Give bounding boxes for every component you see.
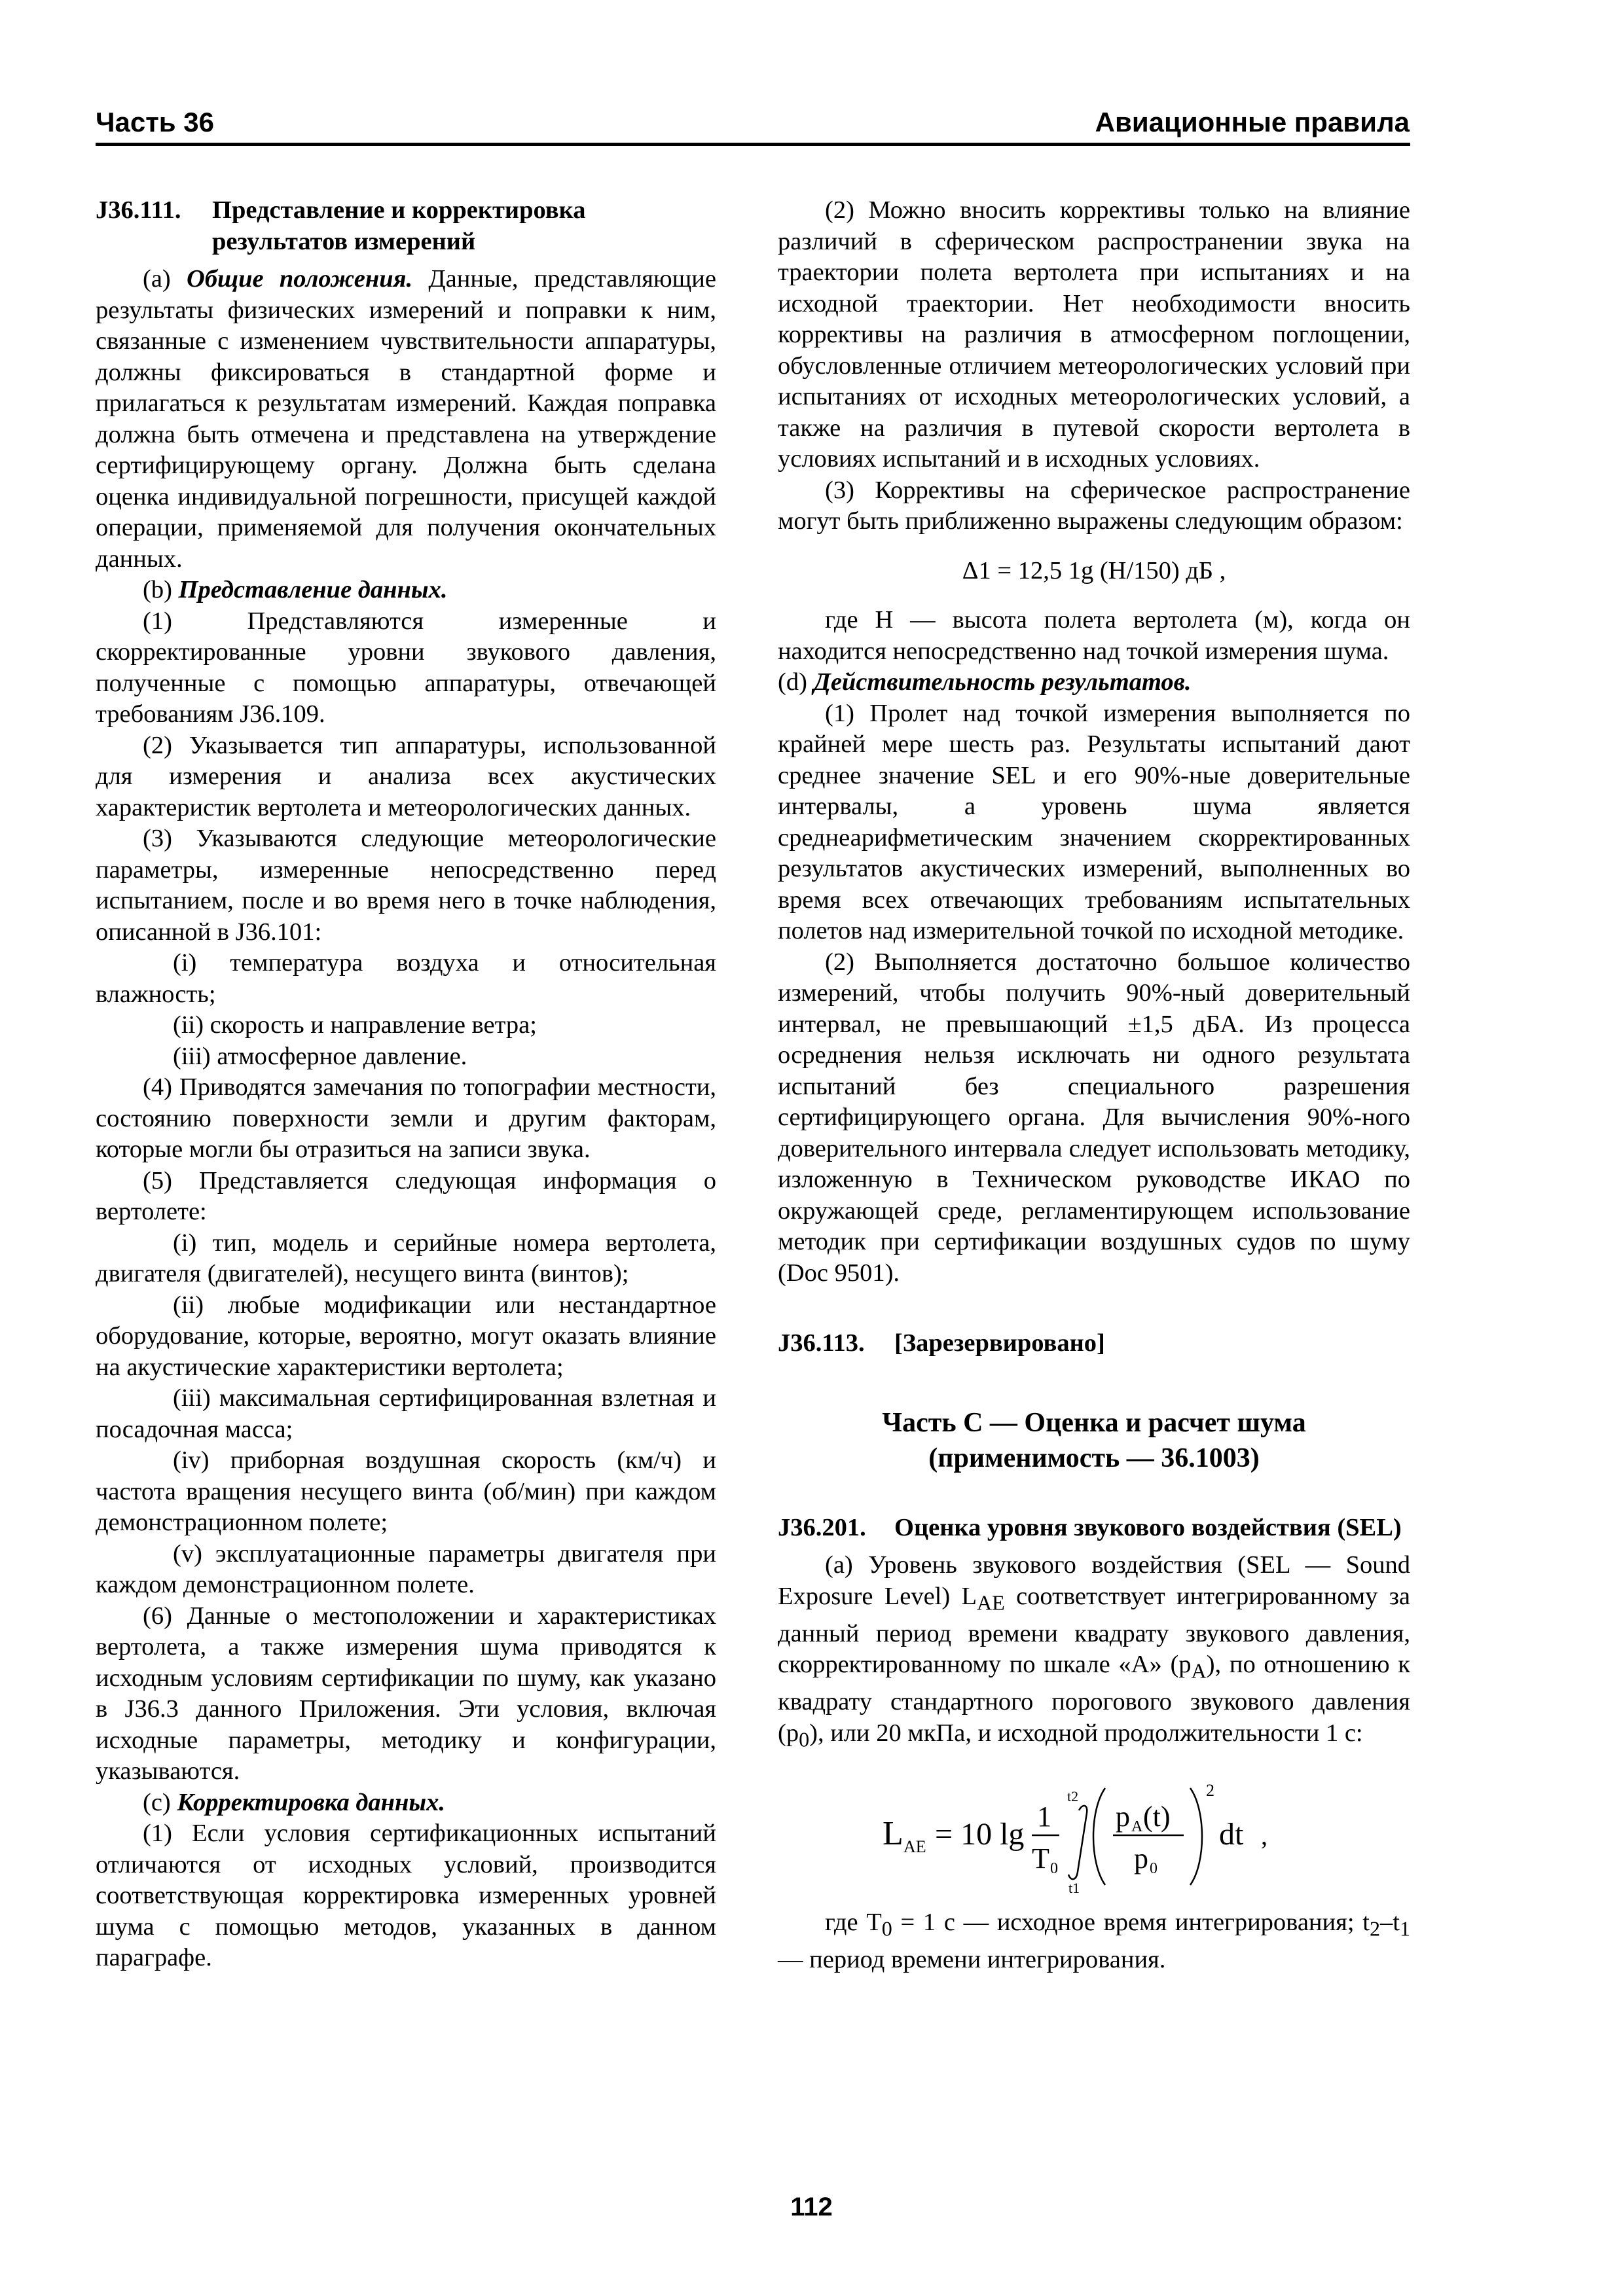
list-item-b5-v: (v) эксплуатационные параметры двигателя при каждом демонстрационном полете. [96,1539,716,1598]
paragraph-sel-where [778,1907,1410,1976]
list-item-b5-iv: (iv) приборная воздушная скорость (км/ч) и частота вращения несущего винта (об/мин) при каждом демонстрационном полете; [96,1446,716,1536]
paragraph-heading: Представление данных. [178,576,448,603]
section-j36-113-heading [778,1328,1410,1359]
paragraph-heading: Корректировка данных. [177,1788,446,1816]
formula-L-sub: AE [903,1837,926,1857]
header-rule [96,143,1410,146]
paragraph-d2: (2) Выполняется достаточно большое количество измерений, чтобы получить 90%-ный доверительный интервал, не превышающий ±1,5 дБА. Из процесса осреднения нельзя исключать ни одного результата испытаний без специального разрешения сертифицирующего органа. Для вычисления 90%-ного доверительного интервала следует использовать методику, изложенную в Техническом руководстве ИКАО по окружающей среде, регламентирующем использование методик при сертификации воздушных судов по шуму (Doc 9501). [778,948,1410,1287]
paragraph-b1: (1) Представляются измеренные и скорректированные уровни звукового давления, полученные с помощью аппаратуры, отвечающей требованиям J36.109. [96,607,716,728]
text-run: ), или 20 мкПа, и исходной продолжительности 1 с: [809,1719,1363,1747]
header-rules-title: Авиационные правила [1095,107,1410,137]
integral-sign [1068,1806,1087,1879]
paragraph-c3: (3) Коррективы на сферическое распространение могут быть приближенно выражены следующим образом: [778,476,1410,535]
paragraph-sel-a [778,1550,1410,1755]
integral-upper-limit: t2 [1067,1788,1079,1805]
paragraph-heading: Действительность результатов. [813,668,1192,696]
paragraph-b6: (6) Данные о местоположении и характеристиках вертолета, а также измерения шума приводятся к исходным условиям сертификации по шуму, как указано в J36.3 данного Приложения. Эти условия, включая исходные параметры, методику и конфигурации, указываются. [96,1602,716,1785]
text-run: –t [1379,1909,1400,1937]
paragraph-label: (b) [143,576,179,603]
paragraph-a [96,264,716,575]
left-column [96,195,716,1974]
paragraph-text: Данные, представляющие результаты физических измерений и поправки к ним, связанные с изменением чувствительности аппаратуры, должны фиксироваться в стандартной форме и прилагаться к результатам измерений. Каждая поправка должна быть отмечена и представлена на утверждение сертифицирующему органу. Должна быть сделана оценка индивидуальной погрешности, присущей каждой операции, применяемой для получения окончательных данных. [96,265,717,573]
section-number: J36.113. [778,1329,865,1357]
paragraph-c-heading [96,1787,716,1819]
section-title: Представление и корректировка результатов измерений [212,196,586,255]
section-number: J36.201. [778,1513,866,1541]
paragraph-label: (d) [778,668,814,696]
text-run: где T [825,1909,882,1937]
section-j36-201-heading [778,1513,1410,1544]
section-title: [Зарезервировано] [894,1329,1105,1357]
list-item-b5-iii: (iii) максимальная сертифицированная взлетная и посадочная масса; [96,1384,716,1443]
subscript: AE [977,1590,1005,1615]
subscript: 2 [1369,1916,1380,1941]
header-part-label: Часть 36 [96,107,215,137]
paragraph-c2: (2) Можно вносить коррективы только на влияние различий в сферическом распространении звука на траектории полета вертолета при испытаниях и на исходной траектории. Нет необходимости вносить коррективы на различия в атмосферном поглощении, обусловленные отличием метеорологических условий при испытаниях от исходных метеорологических условий, а также на различия в путевой скорости вертолета в условиях испытаний и в исходных условиях. [778,196,1410,473]
text-run: — период времени интегрирования. [778,1946,1166,1974]
list-item-b3-ii: (ii) скорость и направление ветра; [173,1011,537,1039]
list-item-b3-iii: (iii) атмосферное давление. [173,1042,467,1070]
section-number: J36.111. [96,196,181,224]
right-column [778,195,1410,1976]
paragraph-b2: (2) Указывается тип аппаратуры, использованной для измерения и анализа всех акустических характеристик вертолета и метеорологических данных. [96,731,716,821]
subscript: 1 [1399,1916,1410,1941]
text-run: ), по отношению к квадрату стандартного порогового звукового давления (p [778,1651,1410,1747]
formula-pA-arg: (t) [1143,1801,1171,1833]
part-c-title [778,1405,1410,1476]
list-item-b5-i: (i) тип, модель и серийные номера вертолета, двигателя (двигателей), несущего винта (винтов); [96,1229,716,1287]
formula-one: 1 [1037,1801,1051,1833]
page-number: 112 [790,2193,833,2221]
paragraph-b3: (3) Указываются следующие метеорологические параметры, измеренные непосредственно перед испытанием, после и во время него в точке наблюдения, описанной в J36.101: [96,825,716,946]
paragraph-b-heading [96,575,716,606]
part-c-title-line2: (применимость — 36.1003) [928,1443,1260,1473]
formula-p0: p [1134,1842,1148,1875]
text-run: (a) Уровень звукового воздействия (SEL — Sound Exposure Level) L [778,1551,1410,1610]
paragraph-label: (c) [143,1788,177,1816]
paragraph-c3-where: где H — высота полета вертолета (м), когда он находится непосредственно над точкой измерения шума. [778,606,1410,665]
subscript: A [1191,1659,1207,1683]
formula-spherical-correction: Δ1 = 12,5 1g (H/150) дБ , [962,556,1226,584]
formula-pA: p [1116,1801,1130,1833]
paragraph-b5: (5) Представляется следующая информация о вертолете: [96,1166,716,1225]
paragraph-b4: (4) Приводятся замечания по топографии местности, состоянию поверхности земли и другим факторам, которые могли бы отразиться на записи звука. [96,1073,716,1163]
list-item-b3-i: (i) температура воздуха и относительная влажность; [96,949,716,1008]
formula-T: T [1032,1842,1049,1875]
formula-sel-graphic [883,1765,1288,1902]
paragraph-d-heading [778,667,1410,698]
section-j36-111-heading [96,195,716,257]
formula-eq: = 10 lg [935,1817,1025,1852]
formula-exponent: 2 [1206,1781,1214,1801]
formula-T-sub: 0 [1050,1860,1058,1878]
text-run: = 1 с — исходное время интегрирования; t [892,1909,1370,1937]
formula-dt: dt [1219,1817,1244,1852]
paragraph-label: (a) [143,265,187,293]
subscript: 0 [881,1916,892,1941]
formula-L: L [883,1815,903,1853]
subscript: 0 [799,1727,810,1751]
formula-sel [778,1765,1410,1902]
paren-left [1093,1788,1105,1885]
section-title: Оценка уровня звукового воздействия (SEL) [894,1513,1402,1541]
formula-p0-sub: 0 [1150,1860,1158,1878]
part-c-title-line1: Часть С — Оценка и расчет шума [882,1407,1306,1438]
text-run: соответствует интегрированному за данный период времени квадрату звукового давления, скорректированному по шкале «A» (p [778,1582,1410,1679]
paragraph-heading: Общие положения. [187,265,413,293]
paragraph-d1: (1) Пролет над точкой измерения выполняется по крайней мере шесть раз. Результаты испытаний дают среднее значение SEL и его 90%-ные доверительные интервалы, а уровень шума является среднеарифметическим значением скорректированных результатов акустических измерений, выполненных во время всех отвечающих требованиям испытательных полетов над измерительной точкой по исходной методике. [778,699,1410,944]
paragraph-c1: (1) Если условия сертификационных испытаний отличаются от исходных условий, производится соответствующая корректировка измеренных уровней шума с помощью методов, указанных в данном параграфе. [96,1820,716,1971]
integral-lower-limit: t1 [1068,1880,1080,1897]
formula-pA-sub: A [1131,1818,1143,1836]
formula-comma: , [1261,1821,1267,1851]
paren-right [1190,1788,1202,1885]
list-item-b5-ii: (ii) любые модификации или нестандартное оборудование, которые, вероятно, могут оказать влияние на акустические характеристики вертолета; [96,1291,716,1381]
